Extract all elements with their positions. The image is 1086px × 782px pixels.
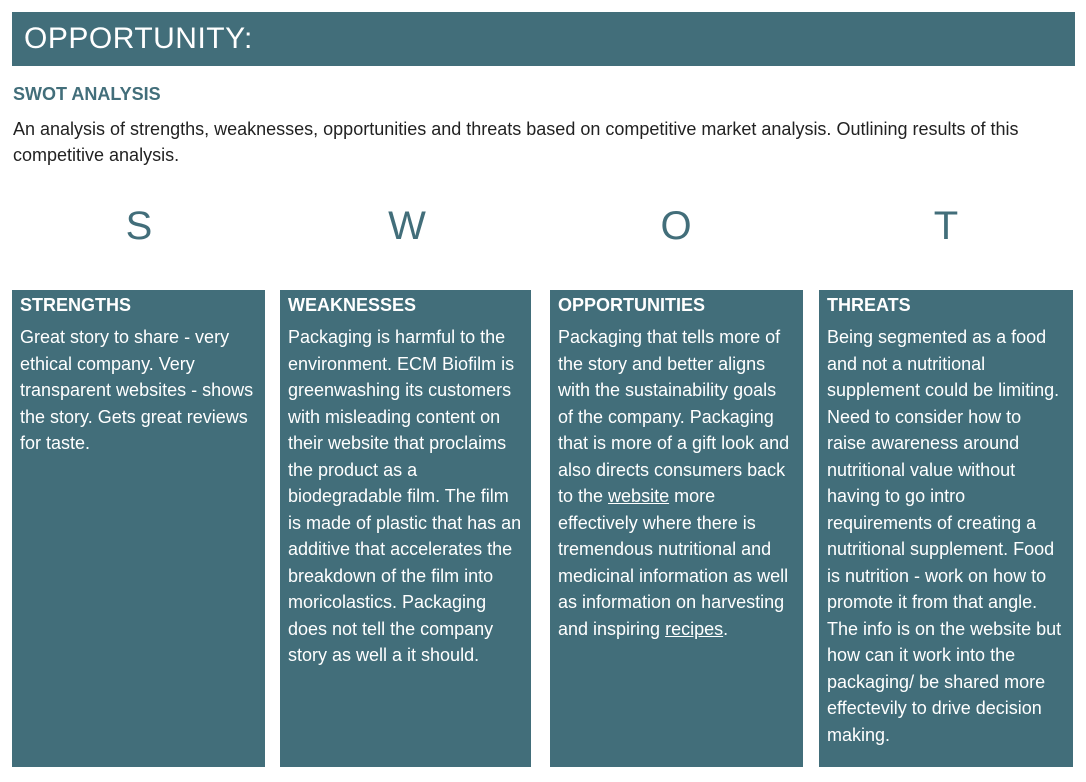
letter-w: W [388,204,426,248]
letter-s: S [125,204,153,248]
opportunities-card [550,290,803,767]
opportunities-text-1: Packaging that tells more of the story and better aligns with the sustainability goals of the company. Packaging that is more of a gift look and also directs consumers back to the [558,327,790,506]
threats-body: Being segmented as a food and not a nutritional supplement could be limiting. Need to consider how to raise awareness around nutritional value without having to go intro requirements of creating a nutritional supplement. Food is nutrition - work on how to promote it from that angle. The info is on the website but how can it work into the packaging/ be shared more effectevily to drive decision making. [827,327,1062,745]
weaknesses-card [280,290,531,767]
opportunity-banner: OPPORTUNITY: [12,12,1075,66]
website-link[interactable]: website [608,486,670,506]
strengths-title: STRENGTHS [20,295,132,315]
opportunities-text-3: . [723,618,729,639]
section-description: An analysis of strengths, weaknesses, opportunities and threats based on competitive market analysis. Outlining results of this competitive analysis. [13,119,1019,165]
weaknesses-body: Packaging is harmful to the environment. ECM Biofilm is greenwashing its customers with misleading content on their website that proclaims the product as a biodegradable film. The film is made of plastic that has an additive that accelerates the breakdown of the film into moricolastics. Packaging does not tell the company story as well a it should. [288,327,522,665]
strengths-body: Great story to share - very ethical company. Very transparent websites - shows the story. Gets great reviews for taste. [20,327,254,453]
opportunities-body [558,324,795,642]
threats-card [819,290,1073,767]
recipes-link[interactable]: recipes [665,618,724,639]
letter-t: T [933,204,959,248]
letter-o: O [660,204,692,248]
threats-title: THREATS [827,295,911,315]
section-title: SWOT ANALYSIS [13,84,161,104]
strengths-card [12,290,265,767]
opportunities-text-2: more effectively where there is tremendous nutritional and medicinal information as well as information on harvesting and inspiring [558,486,789,639]
opportunities-title: OPPORTUNITIES [558,295,706,315]
weaknesses-title: WEAKNESSES [288,295,417,315]
